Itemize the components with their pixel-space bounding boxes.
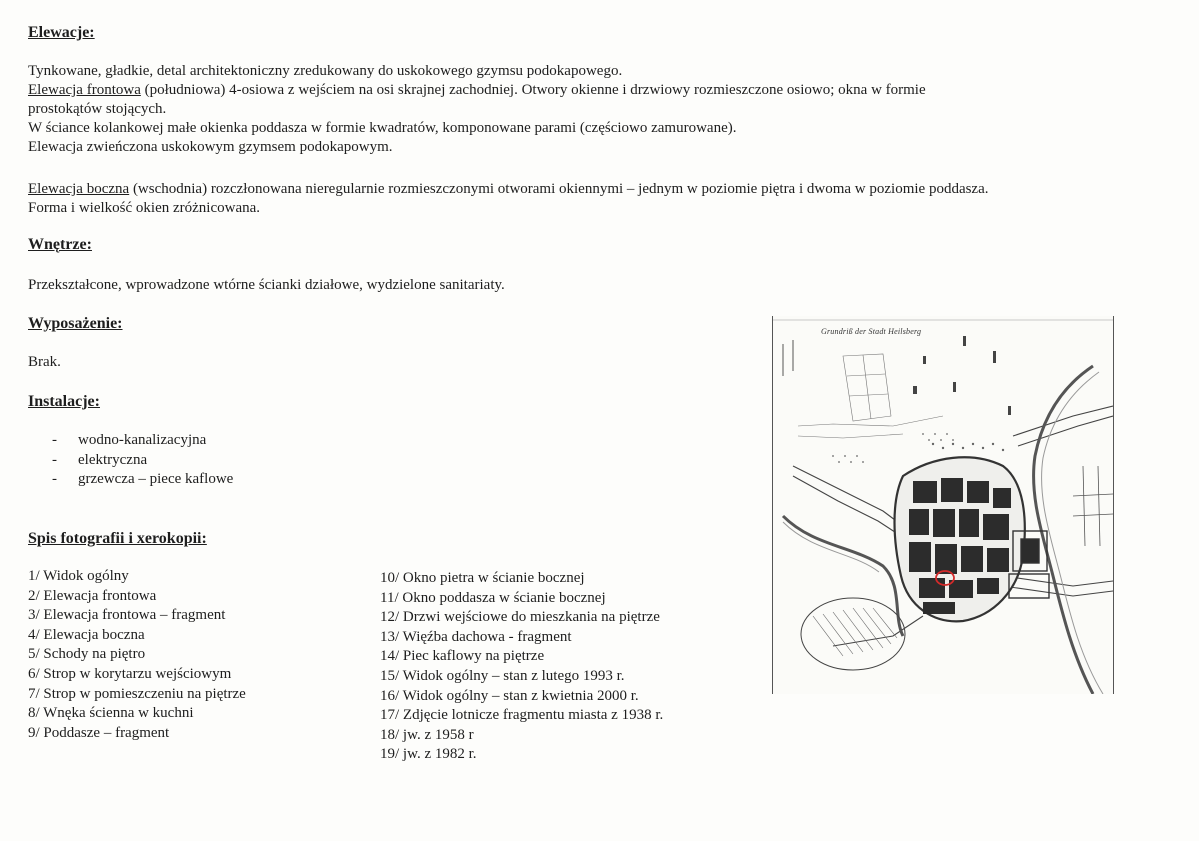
list-item: - wodno-kanalizacyjna [52,431,233,451]
list-item: 14/ Piec kaflowy na piętrze [380,648,545,665]
map-caption: Grundriß der Stadt Heilsberg [821,327,922,336]
list-item: 9/ Poddasze – fragment [28,724,170,741]
list-item: 10/ Okno pietra w ścianie bocznej [380,570,585,586]
list-item: 3/ Elewacja frontowa – fragment [28,607,226,624]
heading-instalacje: Instalacje: [28,393,100,410]
elewacja-boczna-text [28,180,1148,218]
heading-wnetrze: Wnętrze: [28,236,92,253]
elewacja-boczna-desc: (wschodnia) rozczłonowana nieregularnie rozmieszczonymi otworami okiennymi – jednym w poziomie piętra i dwoma w poziomie poddasza. [129,181,989,197]
list-item: 5/ Schody na piętro [28,646,146,663]
list-item: 7/ Strop w pomieszczeniu na piętrze [28,685,246,702]
elewacja-frontowa-desc: (południowa) 4-osiowa z wejściem na osi skrajnej zachodniej. Otwory okienne i drzwiowy rozmieszczone osiowo; okna w formie [140,82,926,98]
list-item: 2/ Elewacja frontowa [28,587,157,604]
elewacje-line-7: Forma i wielkość okien zróżnicowana. [28,200,261,216]
list-item: 6/ Strop w korytarzu wejściowym [28,665,232,682]
list-item: 13/ Więźba dachowa - fragment [380,628,572,645]
heading-spis: Spis fotografii i xerokopii: [28,530,207,547]
list-item: 19/ jw. z 1982 r. [380,746,477,763]
elewacje-line-3: prostokątów stojących. [28,101,167,117]
list-item: 4/ Elewacja boczna [28,626,145,643]
heading-elewacje: Elewacje: [28,24,95,41]
elewacje-line-4: W ściance kolankowej małe okienka poddasza w formie kwadratów, komponowane parami (częściowo zamurowane). [28,120,737,136]
list-item: 15/ Widok ogólny – stan z lutego 1993 r. [380,667,625,684]
list-item: 8/ Wnęka ścienna w kuchni [28,705,194,722]
city-map [772,316,1114,694]
list-item: 12/ Drzwi wejściowe do mieszkania na piętrze [380,609,660,626]
elewacje-line-6 [28,180,1148,199]
list-item: 18/ jw. z 1958 r [380,726,474,743]
elewacja-boczna-term: Elewacja boczna [28,181,130,197]
instalacje-list [52,431,233,490]
list-item: - grzewcza – piece kaflowe [52,470,233,490]
spis-left-column [28,567,246,743]
list-item: 1/ Widok ogólny [28,568,129,584]
elewacje-line-2 [28,81,1148,100]
list-item: 16/ Widok ogólny – stan z kwietnia 2000 r. [380,687,639,704]
list-item: - elektryczna [52,451,233,471]
heading-wyposazenie: Wyposażenie: [28,315,123,332]
spis-right-column [380,569,663,765]
list-item: 11/ Okno poddasza w ścianie bocznej [380,589,606,606]
wnetrze-text: Przekształcone, wprowadzone wtórne ścianki działowe, wydzielone sanitariaty. [28,277,505,293]
elewacje-line-5: Elewacja zwieńczona uskokowym gzymsem podokapowym. [28,139,393,155]
elewacje-text [28,62,1148,157]
wyposazenie-text: Brak. [28,354,61,370]
elewacja-frontowa-term: Elewacja frontowa [28,82,141,98]
map-drawing [773,316,1113,694]
elewacje-line-1: Tynkowane, gładkie, detal architektoniczny zredukowany do uskokowego gzymsu podokapowego. [28,63,623,79]
list-item: 17/ Zdjęcie lotnicze fragmentu miasta z 1938 r. [380,707,664,724]
